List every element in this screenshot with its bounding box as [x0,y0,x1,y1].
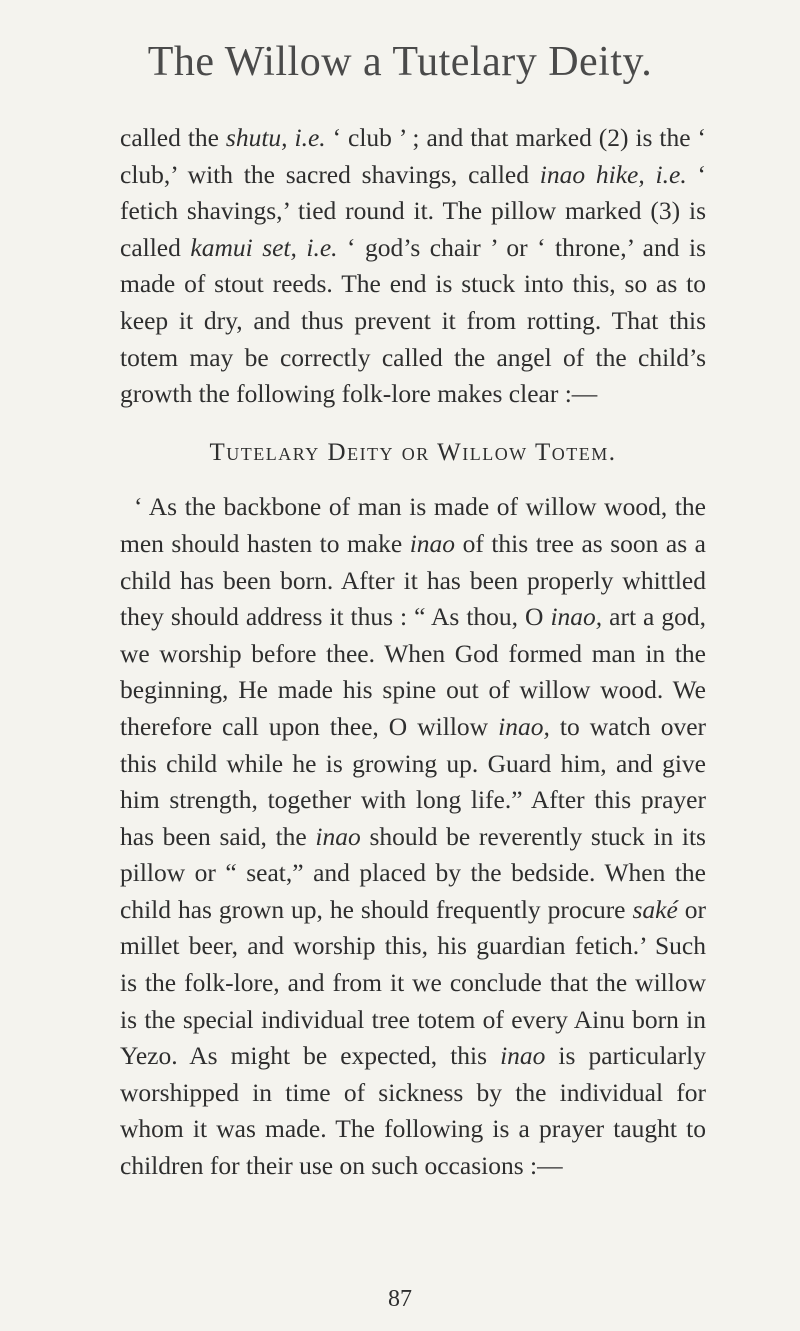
italic-term: shutu, i.e. [225,123,326,152]
text-run: ‘ god’s chair ’ or ‘ throne,’ and is made of stout reeds. The end is stuck into this, so as to keep it dry, and thus prevent it from rotting. That this totem may be correctly called the angel of the child’s growth the following folk-lore makes clear :— [120,232,706,409]
text-run: art a god, we worship before thee. When God formed man in the beginning, He made his spine out of willow wood. We therefore call upon thee, O willow [120,602,706,741]
page-body [120,120,706,1185]
text-run: to watch over this child while he is growing up. Guard him, and give him strength, together with long life.” After this prayer has been said, the [120,711,706,851]
text-run: of this tree as soon as a child has been born. After it has been properly whittled they should address it thus : “ As thou, O [120,528,706,632]
text-run: ‘ club ’ ; and that marked (2) is the ‘ club,’ with the sacred shavings, called [120,123,707,189]
italic-term: inao, [498,711,550,741]
text-run: called the [120,123,226,152]
text-run: ‘ fetich shavings,’ tied round it. The pillow marked (3) is called [120,159,706,262]
italic-term: inao [500,1041,546,1071]
text-run: or millet beer, and worship this, his guardian fetich.’ Such is the folk-lore, and from it we conclude that the willow is the special individual tree totem of every Ainu born in Yezo. As might be expected, this [120,894,706,1071]
text-run: is particularly worshipped in time of sickness by the individual for whom it was made. The following is a prayer taught to children for their use on such occasions :— [120,1041,706,1181]
italic-term: inao [315,821,361,851]
paragraph-1 [120,120,706,413]
paragraph-2 [120,489,706,1184]
italic-term: kamui set, i.e. [190,232,338,262]
italic-term: inao [409,528,456,558]
running-head: The Willow a Tutelary Deity. [147,39,653,85]
text-run: should be reverently stuck in its pillow or “ seat,” and placed by the bedside. When the child has grown up, he should frequently procure [120,821,706,924]
italic-term: inao hike, i.e. [539,159,687,189]
text-run: ‘ As the backbone of man is made of willow wood, the men should hasten to make [120,492,706,558]
section-heading: Tutelary Deity or Willow Totem. [209,438,617,466]
italic-term: saké [632,894,678,924]
italic-term: inao, [550,602,603,632]
page-number: 87 [388,1286,412,1312]
